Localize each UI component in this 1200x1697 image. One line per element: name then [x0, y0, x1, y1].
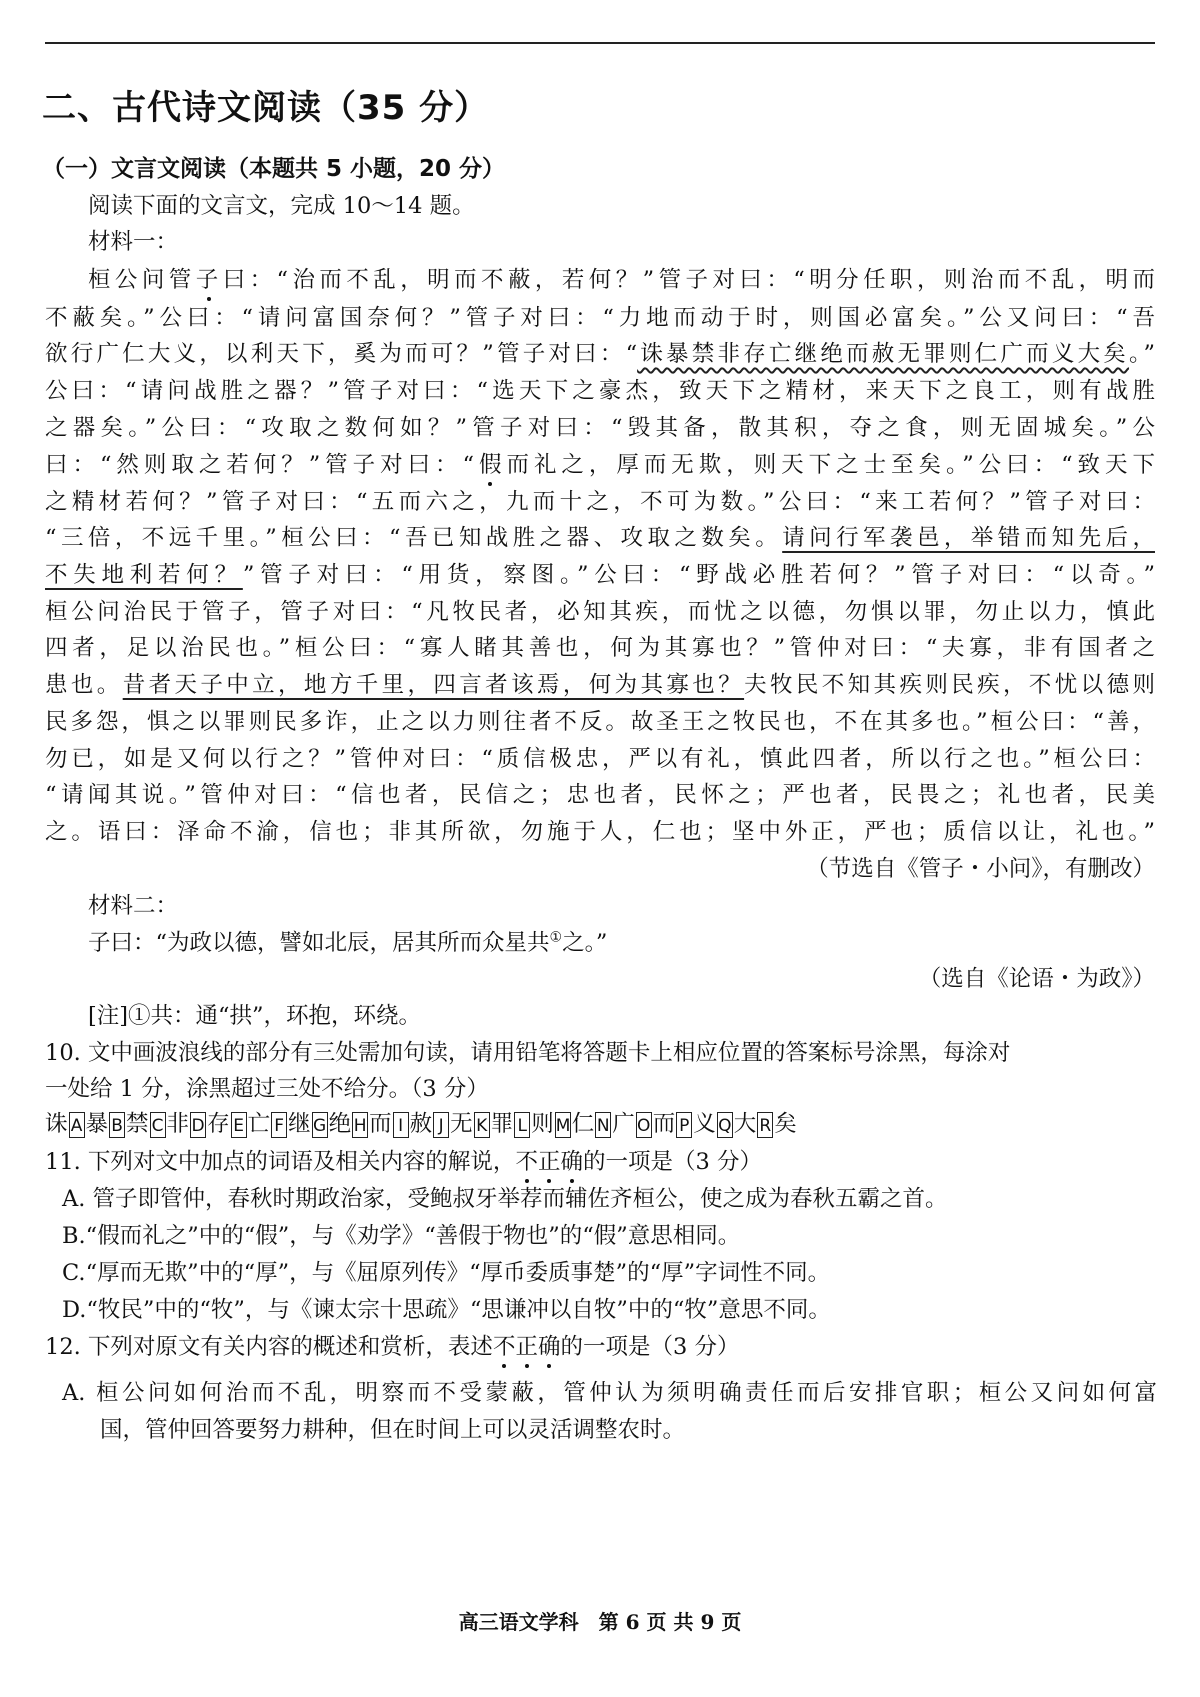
answer-char: 则	[531, 1111, 554, 1137]
punctuation-answer-row	[45, 1106, 1155, 1138]
question-11-option-b: B.“假而礼之”中的“假”，与《劝学》“善假于物也”的“假”意思相同。	[62, 1223, 741, 1249]
answer-option-box[interactable]: H	[352, 1112, 368, 1138]
dotted-char: 确	[560, 1149, 583, 1175]
passage-line: 曰：“然则取之若何？”管子对曰：“假而礼之，厚而无欺，则天下之士至矣。”公曰：“致天下	[45, 452, 1155, 478]
instruction: 阅读下面的文言文，完成 10～14 题。	[88, 193, 475, 219]
source-citation-2: （选自《论语・为政》）	[918, 966, 1155, 992]
question-11-option-d: D.“牧民”中的“牧”，与《谏太宗十思疏》“思谦冲以自牧”中的“牧”意思不同。	[62, 1297, 831, 1323]
passage-line: 桓公问管子曰：“治而不乱，明而不蔽，若何？”管子对曰：“明分任职，则治而不乱，明而	[88, 267, 1155, 293]
emphasis-text	[493, 1334, 561, 1360]
answer-char: 暴	[85, 1111, 109, 1137]
material2-text: 子曰：“为政以德，譬如北辰，居其所而众星共①之。”	[88, 929, 608, 956]
dotted-char: 子	[195, 267, 223, 293]
answer-option-box[interactable]: A	[69, 1112, 85, 1138]
answer-option-box[interactable]: G	[312, 1112, 328, 1138]
answer-char: 大	[733, 1111, 757, 1137]
passage-line: 公曰：“请问战胜之器？”管子对曰：“选天下之豪杰，致天下之精材，来天下之良工，则有战胜	[45, 378, 1155, 404]
passage-line: 不失地利若何？”管子对曰：“用货，察图。”公曰：“野战必胜若何？”管子对曰：“以奇。”	[45, 562, 1155, 588]
footnote: [注]①共：通“拱”，环抱，环绕。	[88, 1003, 422, 1029]
answer-char: 而	[652, 1111, 676, 1137]
answer-option-box[interactable]: F	[271, 1112, 287, 1138]
passage-line: 不蔽矣。”公曰：“请问富国奈何？”管子对曰：“力地而动于时，则国必富矣。”公又问曰：“吾	[45, 305, 1155, 331]
answer-char: 亡	[247, 1111, 271, 1137]
passage-line: 勿已，如是又何以行之？”管仲对曰：“质信极忠，严以有礼，慎此四者，所以行之也。”桓公曰：	[45, 746, 1155, 772]
underlined-text: 请问行军袭邑，举错而知先后，	[782, 525, 1155, 551]
answer-char: 赦	[409, 1111, 433, 1137]
footnote-marker: ①	[549, 929, 563, 946]
answer-option-box[interactable]: Q	[717, 1112, 733, 1138]
answer-option-box[interactable]: C	[150, 1112, 166, 1138]
passage-line: 之。语曰：泽命不渝，信也；非其所欲，勿施于人，仁也；坚中外正，严也；质信以让，礼也。”	[45, 819, 1155, 845]
question-12-option-a-line1: A. 桓公问如何治而不乱，明察而不受蒙蔽，管仲认为须明确责任而后安排官职；桓公又问如何富	[62, 1380, 1157, 1406]
question-10-line1: 10. 文中画波浪线的部分有三处需加句读，请用铅笔将答题卡上相应位置的答案标号涂黑，每涂对	[45, 1040, 1011, 1066]
answer-char: 非	[166, 1111, 190, 1137]
dotted-char: 假	[474, 452, 507, 478]
answer-char: 而	[369, 1111, 392, 1137]
answer-option-box[interactable]: B	[109, 1112, 125, 1138]
answer-char: 罪	[490, 1111, 514, 1137]
answer-option-box[interactable]: R	[757, 1112, 773, 1138]
answer-option-box[interactable]: D	[190, 1112, 206, 1138]
question-11-option-a: A. 管子即管仲，春秋时期政治家，受鲍叔牙举荐而辅佐齐桓公，使之成为春秋五霸之首。	[62, 1186, 948, 1212]
answer-option-box[interactable]: L	[514, 1112, 530, 1138]
underlined-text: 昔者天子中立，地方千里，四言者该焉，何为其寡也？	[122, 672, 745, 698]
answer-char: 存	[207, 1111, 230, 1137]
material1-label: 材料一：	[88, 229, 179, 255]
answer-option-box[interactable]: J	[433, 1112, 449, 1138]
passage-line: 桓公问治民于管子，管子对曰：“凡牧民者，必知其疾，而忧之以德，勿惧以罪，勿止以力，慎此	[45, 599, 1155, 625]
answer-char: 继	[288, 1111, 311, 1137]
emphasis-text	[515, 1149, 583, 1175]
dotted-char: 确	[537, 1334, 561, 1360]
answer-option-box[interactable]: M	[555, 1112, 571, 1138]
passage-line: “请闻其说。”管仲对曰：“信也者，民信之；忠也者，民怀之；严也者，民畏之；礼也者，民美	[45, 782, 1155, 808]
question-10-line2: 一处给 1 分，涂黑超过三处不给分。（3 分）	[45, 1076, 489, 1102]
question-11-stem: 11. 下列对文中加点的词语及相关内容的解说，不正确的一项是（3 分）	[45, 1149, 762, 1175]
dotted-char: 不	[492, 1334, 516, 1360]
passage-line: 之器矣。”公曰：“攻取之数何如？”管子对曰：“毁其备，散其积，夺之食，则无固城矣。”公	[45, 415, 1155, 441]
answer-option-box[interactable]: O	[636, 1112, 652, 1138]
dotted-char: 正	[515, 1334, 538, 1360]
page-footer: 高三语文学科 第 6 页 共 9 页	[458, 1610, 742, 1634]
question-12-option-a-line2: 国，管仲回答要努力耕种，但在时间上可以灵活调整农时。	[100, 1417, 686, 1443]
answer-option-box[interactable]: K	[474, 1112, 490, 1138]
answer-option-box[interactable]: P	[676, 1112, 692, 1138]
dotted-char: 不	[515, 1149, 538, 1175]
answer-char: 禁	[126, 1111, 149, 1137]
question-12-stem: 12. 下列对原文有关内容的概述和赏析，表述不正确的一项是（3 分）	[45, 1334, 740, 1360]
question-11-option-c: C.“厚而无欺”中的“厚”，与《屈原列传》“厚币委质事楚”的“厚”字词性不同。	[62, 1260, 831, 1286]
material2-label: 材料二：	[88, 893, 179, 919]
source-citation-1: （节选自《管子・小问》，有删改）	[806, 856, 1155, 882]
passage-line: 欲行广仁大义，以利天下，奚为而可？”管子对曰：“诛暴禁非存亡继绝而赦无罪则仁广而义大矣。”	[45, 341, 1155, 367]
underlined-text: 不失地利若何？	[45, 562, 243, 588]
passage-line: 四者，足以治民也。”桓公曰：“寡人睹其善也，何为其寡也？”管仲对曰：“夫寡，非有国者之	[45, 635, 1155, 661]
subsection-title: （一）文言文阅读（本题共 5 小题，20 分）	[42, 156, 506, 182]
answer-option-box[interactable]: N	[595, 1112, 611, 1138]
dotted-char: 正	[537, 1149, 561, 1175]
answer-char: 矣	[774, 1111, 797, 1137]
section-title: 二、古代诗文阅读（35 分）	[42, 88, 490, 128]
passage-line: 民多怨，惧之以罪则民多诈，止之以力则往者不反。故圣王之牧民也，不在其多也。”桓公曰：“善，	[45, 709, 1155, 735]
answer-char: 绝	[328, 1111, 352, 1137]
passage-line: 之精材若何？”管子对曰：“五而六之，九而十之，不可为数。”公曰：“来工若何？”管子对曰：	[45, 489, 1155, 515]
passage-line: 患也。昔者天子中立，地方千里，四言者该焉，何为其寡也？夫牧民不知其疾则民疾，不忧以德则	[45, 672, 1155, 698]
answer-char: 义	[693, 1111, 716, 1137]
answer-char: 诛	[45, 1111, 68, 1137]
passage-line: “三倍，不远千里。”桓公曰：“吾已知战胜之器、攻取之数矣。请问行军袭邑，举错而知先后，	[45, 525, 1155, 551]
answer-option-box[interactable]: I	[393, 1112, 409, 1138]
wavy-underlined-text: 诛暴禁非存亡继绝而赦无罪则仁广而义大矣	[637, 341, 1130, 367]
answer-char: 无	[450, 1111, 473, 1137]
answer-option-box[interactable]: E	[231, 1112, 247, 1138]
answer-char: 仁	[571, 1111, 595, 1137]
top-rule	[45, 42, 1155, 44]
answer-char: 广	[612, 1111, 635, 1137]
